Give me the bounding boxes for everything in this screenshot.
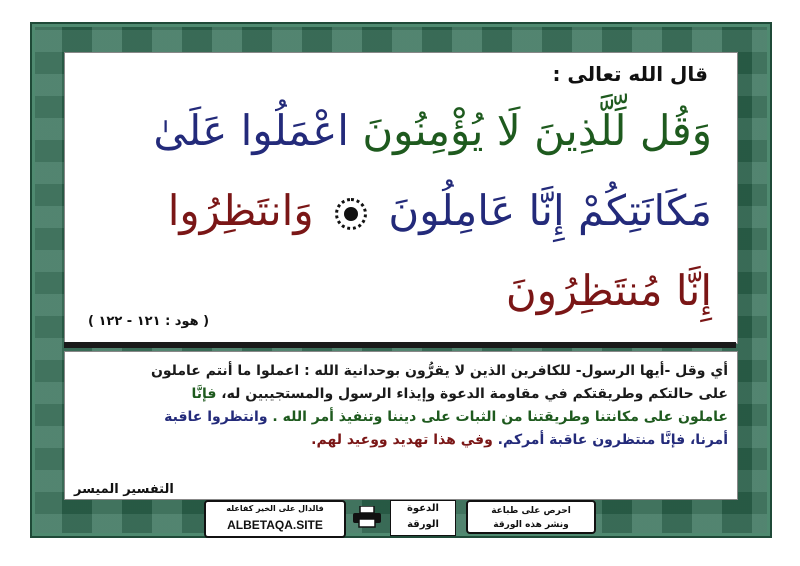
site-tagline: فالدال على الخير كفاعله [226, 504, 324, 513]
verse-reference: ( هود : ١٢١ - ١٢٢ ) [88, 314, 210, 329]
print-notice [466, 500, 596, 534]
tafsir-text [72, 360, 728, 452]
divider-bar [64, 342, 736, 348]
verse-line-1-blue: اعْمَلُوا عَلَىٰ [153, 106, 349, 155]
logo-line-1: الدعوة [407, 503, 439, 514]
verse-line-3 [88, 266, 712, 315]
tafsir-line-1 [72, 360, 728, 383]
printer-icon [352, 506, 382, 528]
footer-bar [204, 500, 604, 538]
tafsir-line-2-end: فإنَّا [191, 386, 217, 402]
print-line-1: احرص على طباعة [491, 506, 571, 516]
tafsir-line-2-text: على حالتكم وطريقتكم في مقاومة الدعوة وإيذاء الرسول والمستجيبين له، [221, 386, 728, 402]
tafsir-line-3 [72, 406, 728, 429]
verse-line-2-blue: مَكَانَتِكُمْ إِنَّا عَامِلُونَ [388, 186, 712, 235]
tafsir-line-4 [72, 429, 728, 452]
verse-line-3-maroon: إِنَّا مُنتَظِرُونَ [505, 266, 712, 315]
logo-line-2: الورقة [407, 519, 439, 530]
tafsir-line-1-text: أي وقل -أيها الرسول- للكافرين الذين لا يقرُّون بوحدانية الله : اعملوا ما أنتم عاملون [150, 363, 728, 379]
albetaqa-logo [390, 500, 456, 536]
intro-text: قال الله تعالى : [552, 62, 708, 86]
site-url-link[interactable]: ALBETAQA.SITE [227, 518, 323, 532]
tafsir-source: التفسير الميسر [74, 482, 174, 497]
verse-line-2-maroon: وَانتَظِرُوا [167, 186, 314, 235]
verse-line-1 [88, 106, 712, 155]
tafsir-line-2 [72, 383, 728, 406]
tafsir-line-3-text: عاملون على مكانتنا وطريقتنا من الثبات على ديننا وتنفيذ أمر الله . [272, 409, 728, 425]
tafsir-line-4-end: وفي هذا تهديد ووعيد لهم. [311, 432, 493, 448]
print-line-2: ونشر هذه الورقة [493, 520, 569, 530]
tafsir-line-4-text: أمرنا، فإنَّا منتظرون عاقبة أمركم. [497, 432, 728, 448]
verse-line-1-green: وَقُل لِّلَّذِينَ لَا يُؤْمِنُونَ [362, 106, 712, 155]
tafsir-line-3-end: وانتظروا عاقبة [164, 409, 268, 425]
verse-line-2 [88, 186, 712, 235]
site-box[interactable] [204, 500, 346, 538]
ayah-end-icon [335, 198, 367, 230]
